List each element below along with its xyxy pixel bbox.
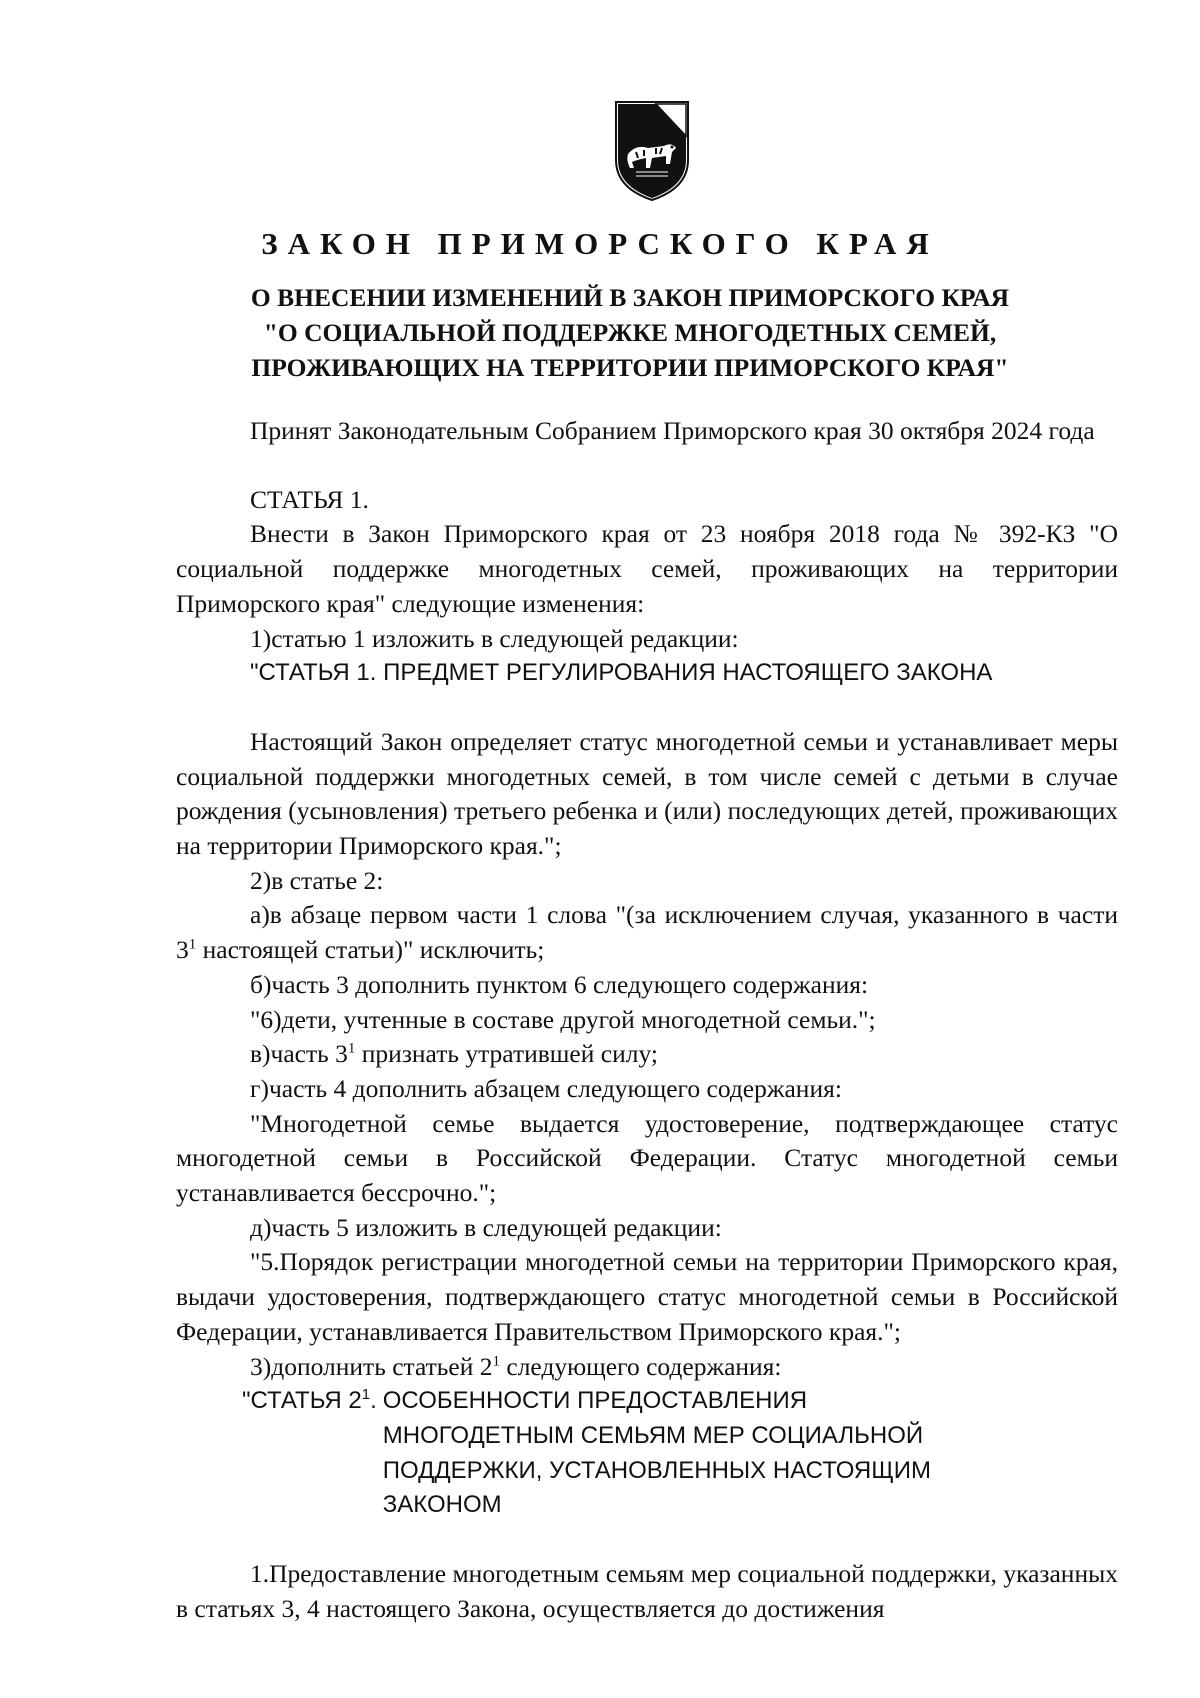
law-subtitle: [160, 280, 1100, 385]
item-2d-quote: "5.Порядок регистрации многодетной семьи на территории Приморского края, выдачи удостоверения, подтверждающего статус многодетной семьи в Российской Федерации, устанавливается Правительством Приморского края.";: [176, 1247, 1118, 1346]
item-1-text: Настоящий Закон определяет статус многодетной семьи и устанавливает меры социальной поддержки многодетных семей, в том числе семей с детьми в случае рождения (усыновления) третьего ребенка и (или) последующих детей, проживающих на территории Приморского края.";: [176, 726, 1118, 861]
article-2-1-label: "СТАТЬЯ $2^1$.: [242, 1386, 377, 1415]
subtitle-line: ПРОЖИВАЮЩИХ НА ТЕРРИТОРИИ ПРИМОРСКОГО КРАЯ": [251, 353, 1009, 382]
item-2b: б)часть 3 дополнить пунктом 6 следующего содержания:: [250, 969, 869, 999]
item-1-heading: "СТАТЬЯ 1. ПРЕДМЕТ РЕГУЛИРОВАНИЯ НАСТОЯЩЕГО ЗАКОНА: [250, 659, 993, 687]
article-1-intro: Внести в Закон Приморского края от 23 ноября 2018 года № 392-КЗ "О социальной поддержке многодетных семей, проживающих на территории Приморского края" следующие изменения:: [176, 519, 1118, 618]
item-2g-quote: "Многодетной семье выдается удостоверение, подтверждающее статус многодетной семьи в Российской Федерации. Статус многодетной семьи устанавливается бессрочно.";: [176, 1108, 1118, 1208]
item-2g: г)часть 4 дополнить абзацем следующего содержания:: [250, 1073, 842, 1103]
article-1-heading: СТАТЬЯ 1.: [250, 484, 369, 514]
article-2-1-heading-line: МНОГОДЕТНЫМ СЕМЬЯМ МЕР СОЦИАЛЬНОЙ: [382, 1421, 924, 1449]
article-2-1-heading-line: ПОДДЕРЖКИ, УСТАНОВЛЕННЫХ НАСТОЯЩИМ: [382, 1456, 931, 1484]
item-2v: в)часть $3^1$ признать утратившей силу;: [250, 1039, 658, 1069]
article-2-1-part-1: 1.Предоставление многодетным семьям мер социальной поддержки, указанных в статьях 3, 4 настоящего Закона, осуществляется до достижения: [176, 1559, 1118, 1623]
coat-of-arms-icon: [606, 96, 698, 206]
article-2-1-heading-line: ЗАКОНОМ: [382, 1491, 502, 1519]
item-2d: д)часть 5 изложить в следующей редакции:: [250, 1212, 722, 1242]
item-2a: а)в абзаце первом части 1 слова "(за исключением случая, указанного в части $3^1$ настоящей статьи)" исключить;: [176, 900, 1118, 965]
subtitle-line: "О СОЦИАЛЬНОЙ ПОДДЕРЖКЕ МНОГОДЕТНЫХ СЕМЕЙ,: [263, 318, 997, 347]
item-2: 2)в статье 2:: [250, 865, 384, 895]
article-2-1-heading-line: ОСОБЕННОСТИ ПРЕДОСТАВЛЕНИЯ: [382, 1387, 808, 1415]
document-body: [176, 414, 1118, 1627]
item-3: 3)дополнить статьей $2^1$ следующего содержания:: [250, 1351, 782, 1381]
law-title: ЗАКОН ПРИМОРСКОГО КРАЯ: [261, 226, 939, 261]
subtitle-line: О ВНЕСЕНИИ ИЗМЕНЕНИЙ В ЗАКОН ПРИМОРСКОГО КРАЯ: [250, 283, 1010, 312]
adoption-note: Принят Законодательным Собранием Приморского края 30 октября 2024 года: [250, 416, 1095, 445]
article-2-1-heading: [242, 1384, 1118, 1523]
item-1: 1)статью 1 изложить в следующей редакции:: [250, 623, 739, 653]
item-2b-quote: "6)дети, учтенные в составе другой многодетной семьи.";: [250, 1004, 876, 1034]
